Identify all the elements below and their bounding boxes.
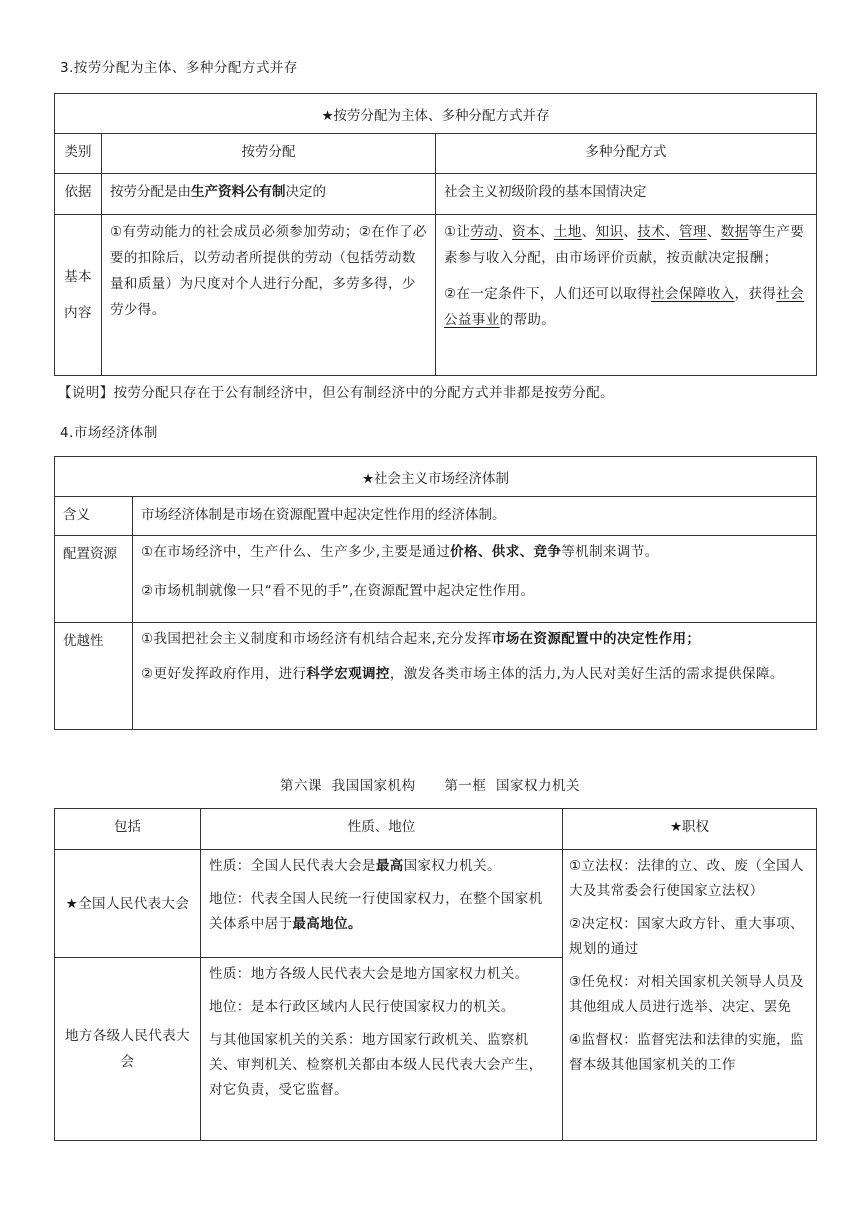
col-labor: 按劳分配 [102, 134, 436, 174]
state-organs-table [54, 808, 817, 1141]
content-multi-factors: ①让劳动、资本、土地、知识、技术、管理、数据等生产要素参与收入分配，由市场评价贡献，按贡献决定报酬； [444, 224, 805, 266]
col-nature: 性质、地位 [201, 809, 563, 850]
production-factor: 管理 [679, 224, 707, 240]
lesson6-heading: 第六课 我国国家机构 第一框 国家权力机关 [280, 778, 580, 794]
production-factor: 知识 [595, 224, 624, 240]
local-congress-name: 地方各级人民代表大会 [55, 958, 201, 1141]
row-content: 基本 内容 [55, 215, 102, 376]
local-nature-status: 性质：地方各级人民代表大会是地方国家权力机关。 地位：是本行政区域内人民行使国家权力的机关。 与其他国家机关的关系：地方国家行政机关、监察机关、审判机关、检察机关都由本级人民代表大会产生，对它负责，受它监督。 [201, 958, 563, 1141]
market-economy-table [54, 456, 817, 730]
power-legislative: ①立法权：法律的立、改、废（全国人大及其常委会行使国家立法权） [569, 858, 804, 899]
content-multi-social: ②在一定条件下，人们还可以取得社会保障收入，获得社会公益事业的帮助。 [444, 286, 805, 328]
section4-heading: 4.市场经济体制 [60, 425, 158, 441]
production-factor: 劳动 [470, 224, 499, 240]
row-allocation: 配置资源 [55, 536, 133, 623]
basis-labor: 按劳分配是由生产资料公有制决定的 [102, 174, 436, 215]
production-factor: 数据 [720, 224, 749, 240]
col-include: 包括 [55, 809, 201, 850]
distribution-table [54, 93, 817, 376]
row-basis: 依据 [55, 174, 102, 215]
power-supervision: ④监督权：监督宪法和法律的实施，监督本级其他国家机关的工作 [569, 1032, 804, 1073]
distribution-table-title: ★按劳分配为主体、多种分配方式并存 [55, 94, 817, 134]
npc-nature-status: 性质：全国人民代表大会是最高国家权力机关。 地位：代表全国人民统一行使国家权力，在整个国家机关体系中居于最高地位。 [201, 850, 563, 958]
production-factor: 资本 [512, 224, 540, 240]
row-meaning: 含义 [55, 497, 133, 536]
npc-name: ★全国人民代表大会 [55, 850, 201, 958]
distribution-note: 【说明】按劳分配只存在于公有制经济中，但公有制经济中的分配方式并非都是按劳分配。 [58, 385, 614, 401]
basis-multi: 社会主义初级阶段的基本国情决定 [436, 174, 817, 215]
section3-heading: 3.按劳分配为主体、多种分配方式并存 [60, 60, 298, 76]
col-category: 类别 [55, 134, 102, 174]
allocation-text: ①在市场经济中，生产什么、生产多少,主要是通过价格、供求、竞争等机制来调节。 ②市场机制就像一只“看不见的手”,在资源配置中起决定性作用。 [133, 536, 817, 623]
production-factor: 技术 [637, 224, 666, 240]
content-labor: ①有劳动能力的社会成员必须参加劳动；②在作了必要的扣除后，以劳动者所提供的劳动（包括劳动数量和质量）为尺度对个人进行分配，多劳多得，少劳少得。 [102, 215, 436, 376]
row-superiority: 优越性 [55, 623, 133, 730]
content-multi [436, 215, 817, 376]
power-appointment: ③任免权：对相关国家机关领导人员及其他组成人员进行选举、决定、罢免 [569, 974, 804, 1015]
power-decision: ②决定权：国家大政方针、重大事项、规划的通过 [569, 916, 804, 957]
col-multi: 多种分配方式 [436, 134, 817, 174]
col-power: ★职权 [563, 809, 817, 850]
powers-list [563, 850, 817, 1141]
production-factor: 土地 [553, 224, 582, 240]
market-table-title: ★社会主义市场经济体制 [55, 457, 817, 497]
meaning-text: 市场经济体制是市场在资源配置中起决定性作用的经济体制。 [133, 497, 817, 536]
superiority-text: ①我国把社会主义制度和市场经济有机结合起来,充分发挥市场在资源配置中的决定性作用； ②更好发挥政府作用，进行科学宏观调控，激发各类市场主体的活力,为人民对美好生活的需求提供保障。 [133, 623, 817, 730]
